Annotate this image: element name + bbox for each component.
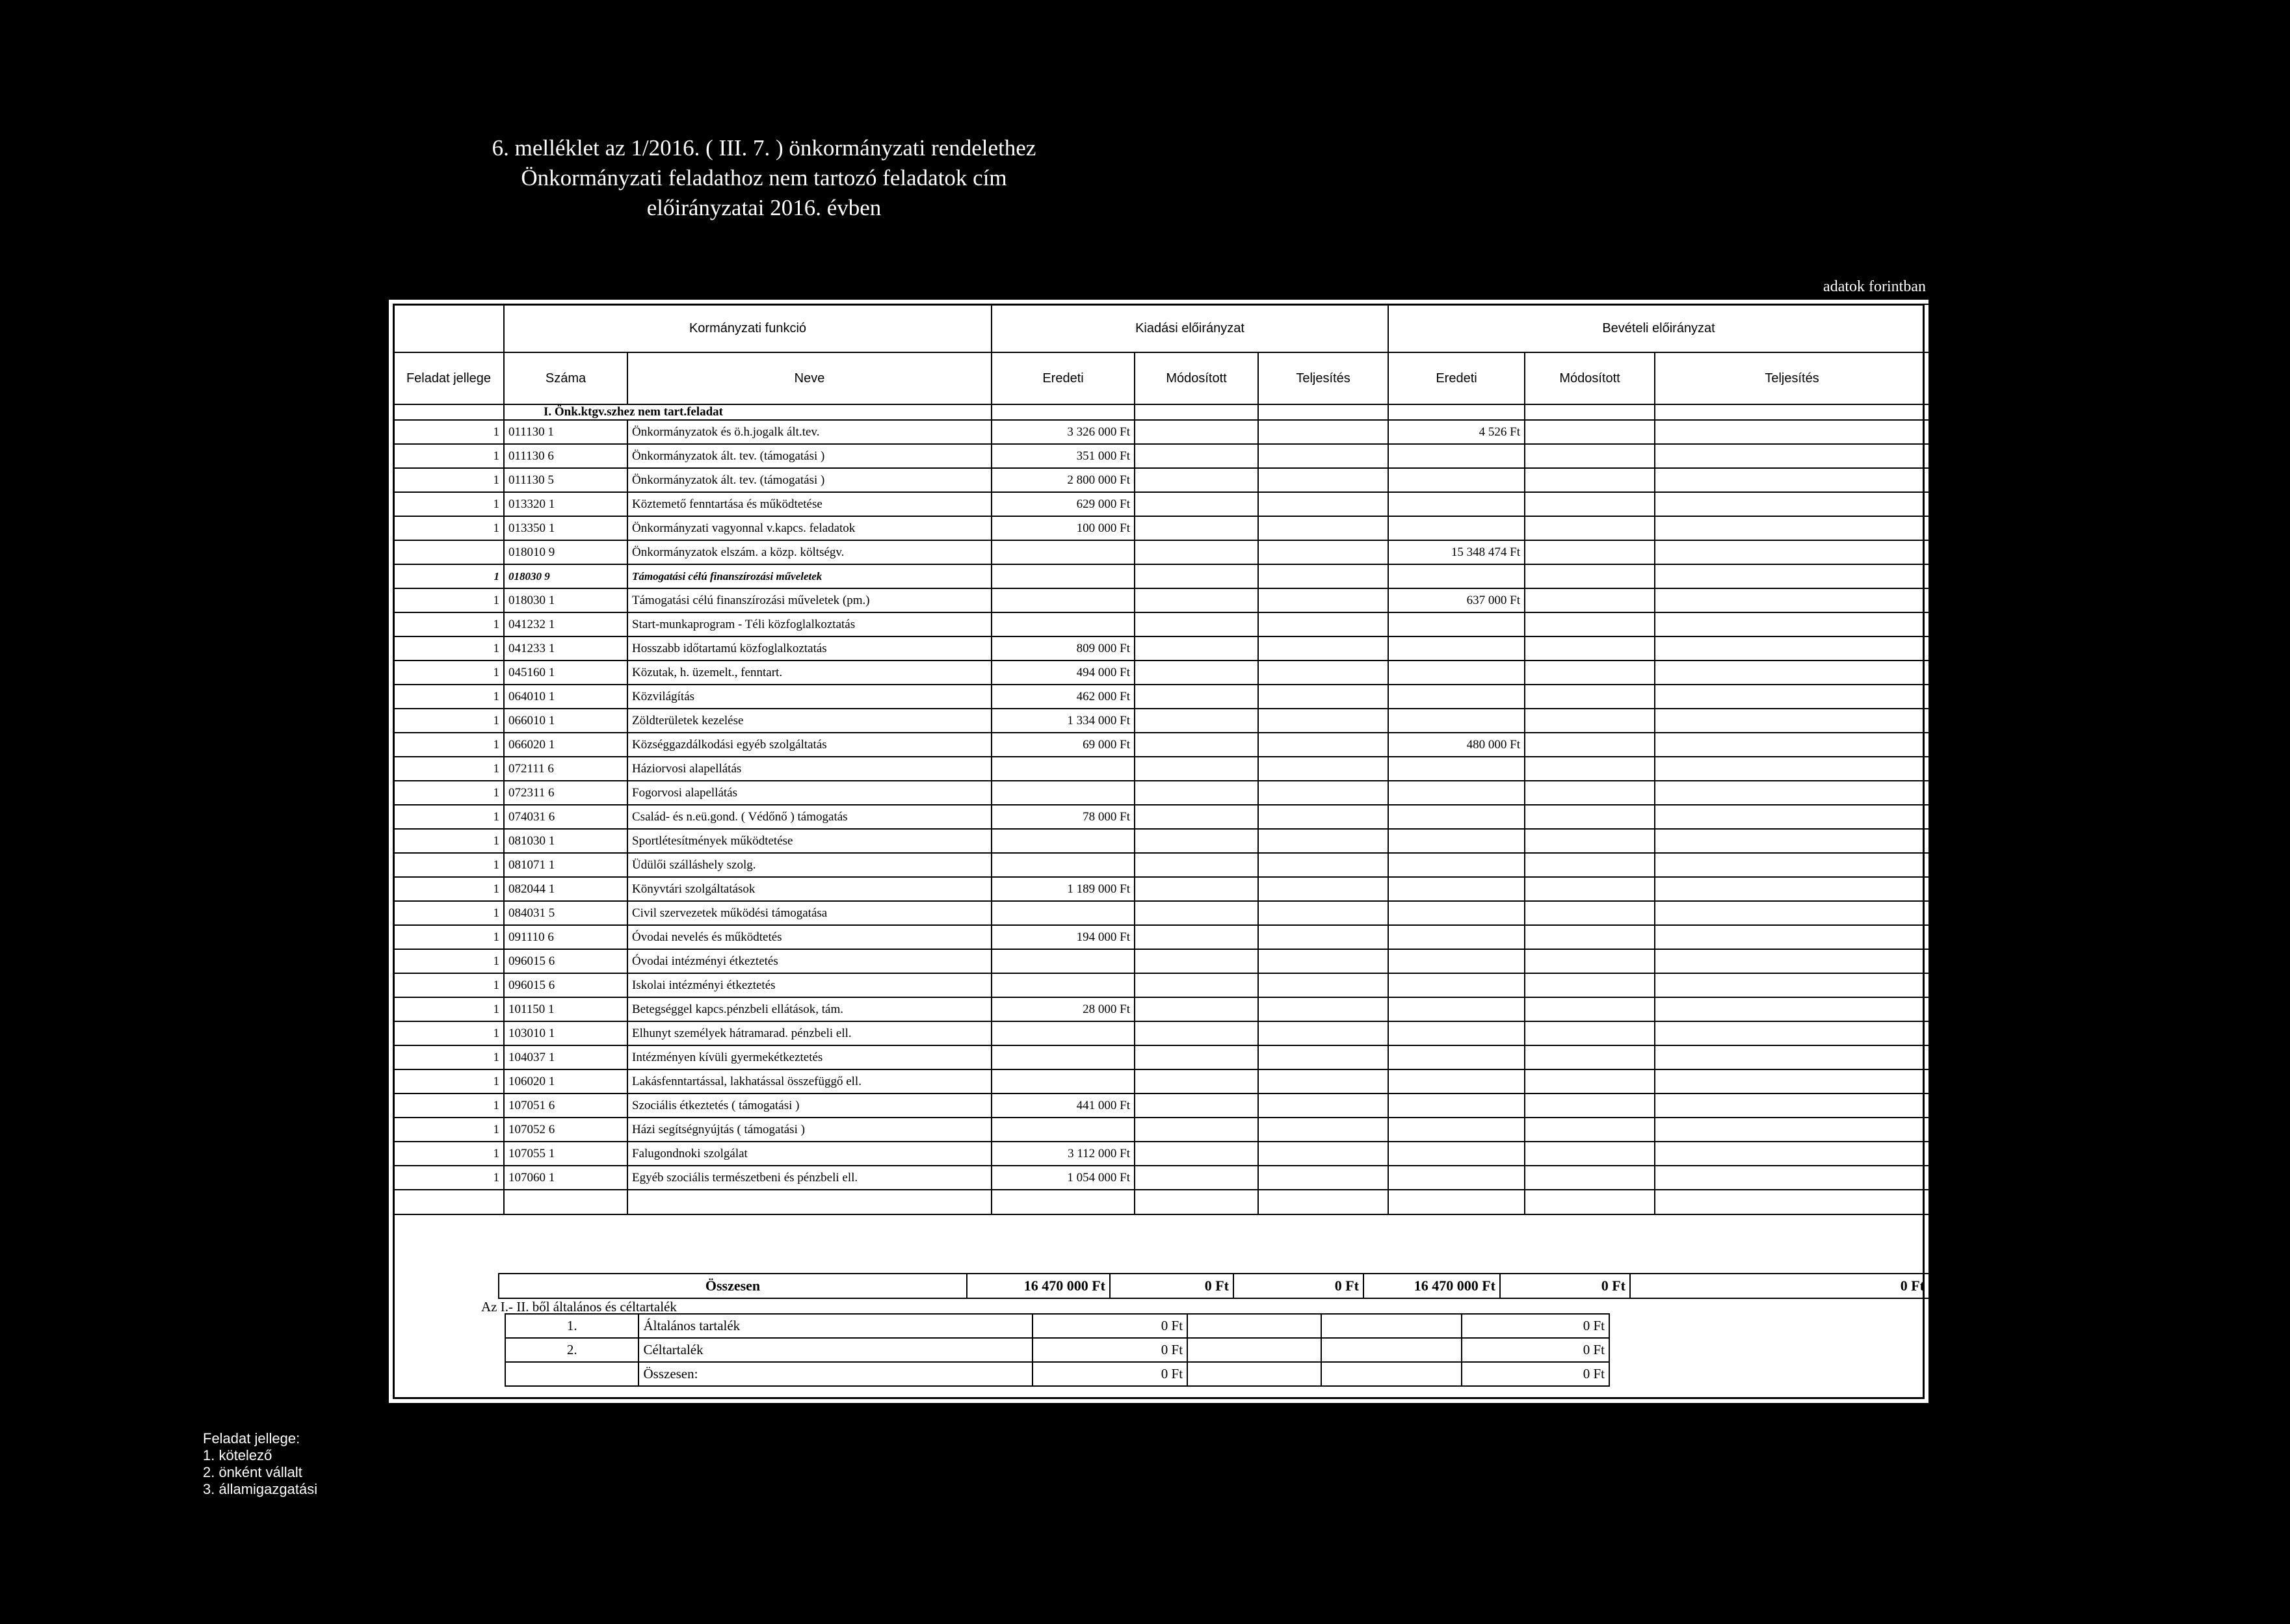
row-szama: 066010 1	[504, 709, 627, 733]
row-neve: Óvodai nevelés és működtetés	[627, 925, 992, 949]
header-kormanyzati-funkcio: Kormányzati funkció	[504, 304, 992, 352]
total-k-modositott: 0 Ft	[1110, 1274, 1233, 1298]
row-k-eredeti: 28 000 Ft	[992, 997, 1135, 1021]
row-jellege: 1	[393, 997, 504, 1021]
row-k-eredeti: 194 000 Ft	[992, 925, 1135, 949]
row-neve: Intézményen kívüli gyermekétkeztetés	[627, 1045, 992, 1069]
row-jellege: 1	[393, 1118, 504, 1142]
row-jellege: 1	[393, 901, 504, 925]
row-neve: Lakásfenntartással, lakhatással összefüggő ell.	[627, 1069, 992, 1094]
row-jellege: 1	[393, 949, 504, 973]
row-neve: Fogorvosi alapellátás	[627, 781, 992, 805]
row-neve: Óvodai intézményi étkeztetés	[627, 949, 992, 973]
row-jellege: 1	[393, 1069, 504, 1094]
total-k-teljesites: 0 Ft	[1233, 1274, 1363, 1298]
row-jellege: 1	[393, 588, 504, 612]
reserve-blank	[1187, 1314, 1321, 1338]
row-k-eredeti: 494 000 Ft	[992, 661, 1135, 685]
total-label: Összesen	[499, 1274, 967, 1298]
row-szama: 084031 5	[504, 901, 627, 925]
row-neve: Önkormányzatok ált. tev. (támogatási )	[627, 468, 992, 492]
header-k-teljesites: Teljesítés	[1258, 352, 1388, 404]
row-jellege: 1	[393, 781, 504, 805]
row-szama: 096015 6	[504, 973, 627, 997]
row-jellege: 1	[393, 420, 504, 444]
row-szama: 082044 1	[504, 877, 627, 901]
row-jellege: 1	[393, 468, 504, 492]
row-jellege: 1	[393, 709, 504, 733]
row-szama: 106020 1	[504, 1069, 627, 1094]
row-neve: Zöldterületek kezelése	[627, 709, 992, 733]
row-k-eredeti: 100 000 Ft	[992, 516, 1135, 540]
row-neve: Községgazdálkodási egyéb szolgáltatás	[627, 733, 992, 757]
reserve-blank	[1187, 1338, 1321, 1362]
row-k-eredeti: 78 000 Ft	[992, 805, 1135, 829]
row-jellege: 1	[393, 661, 504, 685]
total-b-modositott: 0 Ft	[1500, 1274, 1630, 1298]
row-k-eredeti: 2 800 000 Ft	[992, 468, 1135, 492]
row-szama: 081071 1	[504, 853, 627, 877]
row-k-eredeti: 462 000 Ft	[992, 685, 1135, 709]
row-neve: Iskolai intézményi étkeztetés	[627, 973, 992, 997]
row-k-eredeti: 629 000 Ft	[992, 492, 1135, 516]
row-szama: 107051 6	[504, 1094, 627, 1118]
row-k-eredeti: 3 326 000 Ft	[992, 420, 1135, 444]
row-neve: Betegséggel kapcs.pénzbeli ellátások, tám.	[627, 997, 992, 1021]
row-neve: Család- és n.eü.gond. ( Védőnő ) támogatás	[627, 805, 992, 829]
row-neve: Támogatási célú finanszírozási műveletek (pm.)	[627, 588, 992, 612]
row-neve: Közvilágítás	[627, 685, 992, 709]
reserve-k-eredeti: 0 Ft	[1033, 1362, 1187, 1386]
row-neve: Sportlétesítmények működtetése	[627, 829, 992, 853]
row-szama: 107052 6	[504, 1118, 627, 1142]
reserve-label: Összesen:	[638, 1362, 1033, 1386]
row-jellege: 1	[393, 685, 504, 709]
total-table	[498, 1273, 1930, 1299]
row-szama: 011130 6	[504, 444, 627, 468]
reserve-k-eredeti: 0 Ft	[1033, 1314, 1187, 1338]
reserve-row	[505, 1338, 1609, 1362]
row-neve: Üdülői szálláshely szolg.	[627, 853, 992, 877]
row-szama: 091110 6	[504, 925, 627, 949]
row-neve: Start-munkaprogram - Téli közfoglalkoztatás	[627, 612, 992, 636]
row-neve: Önkormányzati vagyonnal v.kapcs. feladatok	[627, 516, 992, 540]
row-k-eredeti: 1 334 000 Ft	[992, 709, 1135, 733]
row-szama: 064010 1	[504, 685, 627, 709]
header-kiadasi: Kiadási előirányzat	[992, 304, 1388, 352]
legend-item: 1. kötelező	[203, 1447, 272, 1463]
row-jellege: 1	[393, 1166, 504, 1190]
header-szama: Száma	[504, 352, 627, 404]
reserve-index	[505, 1362, 638, 1386]
reserve-table	[505, 1313, 1610, 1387]
row-k-eredeti: 3 112 000 Ft	[992, 1142, 1135, 1166]
row-jellege: 1	[393, 612, 504, 636]
total-row	[499, 1274, 1929, 1298]
reserve-b-eredeti: 0 Ft	[1462, 1314, 1609, 1338]
row-k-eredeti: 69 000 Ft	[992, 733, 1135, 757]
reserve-blank	[1321, 1338, 1462, 1362]
row-neve: Közutak, h. üzemelt., fenntart.	[627, 661, 992, 685]
row-k-eredeti: 1 189 000 Ft	[992, 877, 1135, 901]
reserve-row	[505, 1314, 1609, 1338]
row-szama: 011130 5	[504, 468, 627, 492]
unit-note: adatok forintban	[1823, 278, 1926, 295]
row-jellege: 1	[393, 516, 504, 540]
header-b-teljesites: Teljesítés	[1655, 352, 1929, 404]
row-szama: 018010 9	[504, 540, 627, 564]
total-b-teljesites: 0 Ft	[1630, 1274, 1929, 1298]
row-szama: 018030 1	[504, 588, 627, 612]
header-b-eredeti: Eredeti	[1388, 352, 1525, 404]
reserve-row	[505, 1362, 1609, 1386]
row-neve: Önkormányzatok ált. tev. (támogatási )	[627, 444, 992, 468]
row-szama: 101150 1	[504, 997, 627, 1021]
row-neve: Hosszabb időtartamú közfoglalkoztatás	[627, 636, 992, 661]
row-jellege: 1	[393, 829, 504, 853]
row-neve: Köztemető fenntartása és működtetése	[627, 492, 992, 516]
row-neve: Civil szervezetek működési támogatása	[627, 901, 992, 925]
row-jellege: 1	[393, 444, 504, 468]
title-line-2: Önkormányzati feladathoz nem tartozó feladatok cím	[521, 165, 1007, 190]
row-k-eredeti: 351 000 Ft	[992, 444, 1135, 468]
legend-item: 3. államigazgatási	[203, 1481, 318, 1497]
row-jellege: 1	[393, 492, 504, 516]
total-b-eredeti: 16 470 000 Ft	[1363, 1274, 1500, 1298]
row-szama: 066020 1	[504, 733, 627, 757]
reserve-k-eredeti: 0 Ft	[1033, 1338, 1187, 1362]
reserve-b-eredeti: 0 Ft	[1462, 1338, 1609, 1362]
row-szama: 104037 1	[504, 1045, 627, 1069]
row-szama: 011130 1	[504, 420, 627, 444]
row-jellege: 1	[393, 853, 504, 877]
row-b-eredeti: 4 526 Ft	[1388, 420, 1525, 444]
total-k-eredeti: 16 470 000 Ft	[967, 1274, 1110, 1298]
reserve-label: Általános tartalék	[638, 1314, 1033, 1338]
row-neve: Falugondnoki szolgálat	[627, 1142, 992, 1166]
row-neve: Támogatási célú finanszírozási műveletek	[627, 564, 992, 588]
row-b-eredeti: 637 000 Ft	[1388, 588, 1525, 612]
row-neve: Elhunyt személyek hátramarad. pénzbeli ell.	[627, 1021, 992, 1045]
reserve-blank	[1187, 1362, 1321, 1386]
row-jellege: 1	[393, 1142, 504, 1166]
row-jellege: 1	[393, 564, 504, 588]
row-szama: 041233 1	[504, 636, 627, 661]
row-jellege: 1	[393, 877, 504, 901]
header-k-eredeti: Eredeti	[992, 352, 1135, 404]
row-szama: 041232 1	[504, 612, 627, 636]
reserve-b-eredeti: 0 Ft	[1462, 1362, 1609, 1386]
reserve-index: 1.	[505, 1314, 638, 1338]
row-neve: Önkormányzatok elszám. a közp. költségv.	[627, 540, 992, 564]
row-jellege: 1	[393, 733, 504, 757]
row-szama: 018030 9	[504, 564, 627, 588]
row-k-eredeti: 441 000 Ft	[992, 1094, 1135, 1118]
row-k-eredeti: 1 054 000 Ft	[992, 1166, 1135, 1190]
row-k-eredeti: 809 000 Ft	[992, 636, 1135, 661]
title-line-3: előirányzatai 2016. évben	[646, 195, 882, 220]
row-szama: 045160 1	[504, 661, 627, 685]
row-neve: Szociális étkeztetés ( támogatási )	[627, 1094, 992, 1118]
reserve-label: Céltartalék	[638, 1338, 1033, 1362]
row-szama: 013320 1	[504, 492, 627, 516]
document-title	[0, 133, 1528, 223]
row-jellege: 1	[393, 805, 504, 829]
row-szama: 013350 1	[504, 516, 627, 540]
reserve-title: Az I.- II. ből általános és céltartalék	[481, 1299, 677, 1315]
reserve-blank	[1321, 1314, 1462, 1338]
header-b-modositott: Módosított	[1525, 352, 1655, 404]
legend-item: 2. önként vállalt	[203, 1464, 302, 1480]
row-neve: Egyéb szociális természetbeni és pénzbeli ell.	[627, 1166, 992, 1190]
row-jellege: 1	[393, 1021, 504, 1045]
legend	[203, 1430, 317, 1498]
row-jellege: 1	[393, 925, 504, 949]
title-line-1: 6. melléklet az 1/2016. ( III. 7. ) önkormányzati rendelethez	[492, 135, 1036, 161]
row-neve: Önkormányzatok és ö.h.jogalk ált.tev.	[627, 420, 992, 444]
header-k-modositott: Módosított	[1135, 352, 1258, 404]
budget-sheet	[389, 300, 1928, 1403]
header-feladat-jellege: Feladat jellege	[393, 352, 504, 404]
row-b-eredeti: 480 000 Ft	[1388, 733, 1525, 757]
row-jellege: 1	[393, 973, 504, 997]
section-label: I. Önk.ktgv.szhez nem tart.feladat	[504, 404, 992, 420]
row-szama: 072111 6	[504, 757, 627, 781]
row-neve: Háziorvosi alapellátás	[627, 757, 992, 781]
header-neve: Neve	[627, 352, 992, 404]
row-jellege: 1	[393, 1045, 504, 1069]
reserve-index: 2.	[505, 1338, 638, 1362]
header-beveteli: Bevételi előirányzat	[1388, 304, 1929, 352]
row-jellege: 1	[393, 636, 504, 661]
row-szama: 072311 6	[504, 781, 627, 805]
row-szama: 103010 1	[504, 1021, 627, 1045]
legend-title: Feladat jellege:	[203, 1430, 300, 1447]
row-jellege: 1	[393, 757, 504, 781]
row-szama: 081030 1	[504, 829, 627, 853]
row-szama: 096015 6	[504, 949, 627, 973]
row-b-eredeti: 15 348 474 Ft	[1388, 540, 1525, 564]
sheet-frame	[393, 304, 1925, 1399]
row-jellege: 1	[393, 1094, 504, 1118]
reserve-blank	[1321, 1362, 1462, 1386]
row-neve: Házi segítségnyújtás ( támogatási )	[627, 1118, 992, 1142]
row-neve: Könyvtári szolgáltatások	[627, 877, 992, 901]
row-szama: 107060 1	[504, 1166, 627, 1190]
row-szama: 074031 6	[504, 805, 627, 829]
row-szama: 107055 1	[504, 1142, 627, 1166]
